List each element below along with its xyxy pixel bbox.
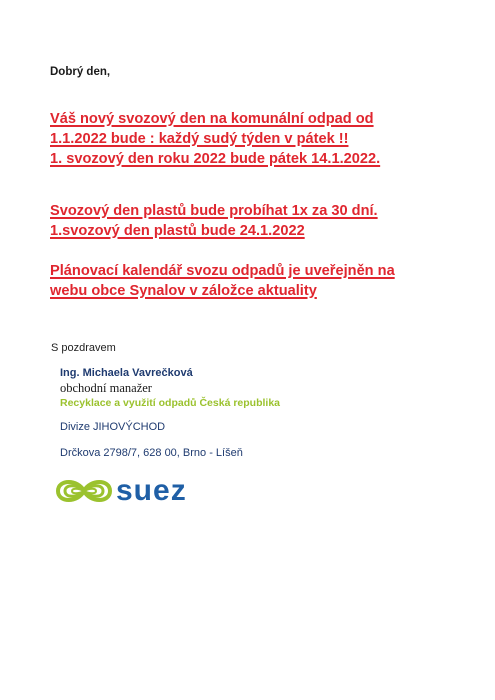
signer-name: Ing. Michaela Vavrečková xyxy=(60,367,193,379)
paragraph-calendar-info xyxy=(50,261,395,301)
address: Drčkova 2798/7, 628 00, Brno - Líšeň xyxy=(60,447,243,459)
swirl-icon xyxy=(54,473,114,509)
paragraph-plastic-collection xyxy=(50,201,378,241)
paragraph-line: 1. svozový den roku 2022 bude pátek 14.1.2022. xyxy=(50,151,381,167)
suez-logo xyxy=(54,473,204,509)
paragraph-line: webu obce Synalov v záložce aktuality xyxy=(50,283,317,299)
paragraph-line: 1.1.2022 bude : každý sudý týden v pátek !! xyxy=(50,131,349,147)
company-name: Recyklace a využití odpadů Česká republika xyxy=(60,397,281,409)
paragraph-line: Svozový den plastů bude probíhat 1x za 30 dní. xyxy=(50,203,378,219)
signer-role: obchodní manažer xyxy=(60,381,152,395)
closing: S pozdravem xyxy=(51,342,116,354)
paragraph-line: 1.svozový den plastů bude 24.1.2022 xyxy=(50,223,305,239)
greeting: Dobrý den, xyxy=(50,66,111,78)
paragraph-new-collection-day xyxy=(50,109,380,169)
paragraph-line: Váš nový svozový den na komunální odpad od xyxy=(50,111,374,127)
division: Divize JIHOVÝCHOD xyxy=(60,421,166,433)
logo-wordmark: suez xyxy=(116,474,187,507)
paragraph-line: Plánovací kalendář svozu odpadů je uveřejněn na xyxy=(50,263,395,279)
